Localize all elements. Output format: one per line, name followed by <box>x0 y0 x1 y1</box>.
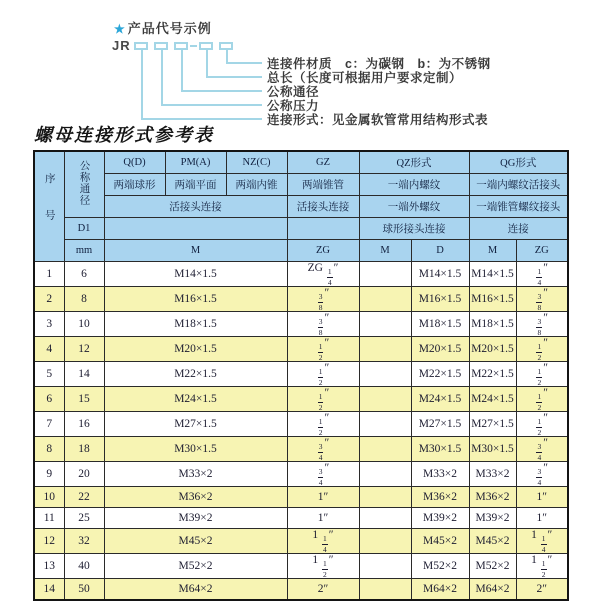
cell-qz-m <box>359 312 411 337</box>
connector-vline <box>141 50 143 118</box>
cell-gz-zg: $\frac{3}{8}$ ″ <box>287 312 359 337</box>
cell-seq: 7 <box>34 412 64 437</box>
header-qz-joint: 球形接头连接 <box>359 218 469 240</box>
cell-qg-zg: $\frac{3}{8}$ ″ <box>516 287 568 312</box>
cell-dn: 12 <box>64 337 104 362</box>
header-qg-unit-m: M <box>469 240 516 262</box>
table-row <box>34 287 568 312</box>
header-blank-m <box>104 218 287 240</box>
cell-gz-zg: 1 $\frac{1}{4}$ ″ <box>287 529 359 554</box>
connector-vline <box>181 50 183 90</box>
cell-dn: 14 <box>64 362 104 387</box>
cell-qg-m: M33×2 <box>469 462 516 487</box>
code-label: 连接件材质 c：为碳钢 b：为不锈钢 <box>267 57 491 71</box>
cell-gz-zg: 1″ <box>287 487 359 508</box>
header-qg-joint: 连接 <box>469 218 568 240</box>
table-row <box>34 412 568 437</box>
cell-qg-zg: $\frac{1}{2}$ ″ <box>516 387 568 412</box>
header-gz-unit: ZG <box>287 240 359 262</box>
code-box-2 <box>154 42 168 50</box>
diagram-title <box>114 18 212 37</box>
cell-m: M52×2 <box>104 554 287 579</box>
cell-dn: 15 <box>64 387 104 412</box>
fraction: $\frac{3}{8}$ <box>537 317 542 337</box>
header-qz-desc1: 一端内螺纹 <box>359 174 469 196</box>
cell-seq: 2 <box>34 287 64 312</box>
cell-seq: 14 <box>34 579 64 601</box>
header-pm-code: PM(A) <box>165 151 226 174</box>
cell-dn: 18 <box>64 437 104 462</box>
header-blank-gz <box>287 218 359 240</box>
cell-qg-m: M64×2 <box>469 579 516 601</box>
table-row <box>34 387 568 412</box>
header-left-joint: 活接头连接 <box>104 196 287 218</box>
fraction: $\frac{1}{4}$ <box>327 267 332 287</box>
cell-gz-zg: $\frac{1}{2}$ ″ <box>287 337 359 362</box>
connector-hline <box>206 76 262 78</box>
table-title: 螺母连接形式参考表 <box>34 125 214 145</box>
fraction: $\frac{1}{2}$ <box>537 367 542 387</box>
connector-vline <box>226 50 228 62</box>
table-row <box>34 262 568 287</box>
cell-dn: 20 <box>64 462 104 487</box>
cell-m: M14×1.5 <box>104 262 287 287</box>
fraction: $\frac{3}{8}$ <box>318 292 323 312</box>
header-gz-desc: 两端锥管 <box>287 174 359 196</box>
fraction: $\frac{3}{4}$ <box>318 442 323 462</box>
header-qg-unit-zg: ZG <box>516 240 568 262</box>
cell-gz-zg: $\frac{3}{4}$ ″ <box>287 437 359 462</box>
cell-qz-d: M27×1.5 <box>411 412 469 437</box>
cell-seq: 12 <box>34 529 64 554</box>
header-dn: 公称通径 <box>64 151 104 218</box>
cell-gz-zg: 2″ <box>287 579 359 601</box>
header-seq: 序号 <box>34 151 64 262</box>
fraction: $\frac{3}{4}$ <box>318 467 323 487</box>
table-row <box>34 579 568 601</box>
cell-m: M30×1.5 <box>104 437 287 462</box>
fraction: $\frac{1}{2}$ <box>537 342 542 362</box>
cell-gz-zg: $\frac{1}{2}$ ″ <box>287 387 359 412</box>
code-label: 公称通径 <box>267 85 320 99</box>
cell-qz-m <box>359 412 411 437</box>
cell-qz-d: M16×1.5 <box>411 287 469 312</box>
header-q-code: Q(D) <box>104 151 165 174</box>
cell-qg-zg: 1 $\frac{1}{4}$ ″ <box>516 529 568 554</box>
header-nz-code: NZ(C) <box>226 151 287 174</box>
cell-m: M18×1.5 <box>104 312 287 337</box>
header-qz-code: QZ形式 <box>359 151 469 174</box>
cell-qg-m: M52×2 <box>469 554 516 579</box>
fraction: $\frac{1}{4}$ <box>541 534 546 554</box>
fraction: $\frac{1}{2}$ <box>318 342 323 362</box>
cell-seq: 11 <box>34 508 64 529</box>
cell-qz-d: M52×2 <box>411 554 469 579</box>
fraction: $\frac{3}{4}$ <box>537 467 542 487</box>
cell-qz-d: M39×2 <box>411 508 469 529</box>
cell-qg-zg: $\frac{1}{2}$ ″ <box>516 412 568 437</box>
cell-dn: 25 <box>64 508 104 529</box>
fraction: $\frac{3}{4}$ <box>537 442 542 462</box>
cell-qz-d: M18×1.5 <box>411 312 469 337</box>
cell-m: M45×2 <box>104 529 287 554</box>
header-qz-unit-m: M <box>359 240 411 262</box>
cell-qz-m <box>359 579 411 601</box>
cell-qg-zg: $\frac{3}{4}$ ″ <box>516 437 568 462</box>
cell-m: M16×1.5 <box>104 287 287 312</box>
fraction: $\frac{1}{2}$ <box>318 417 323 437</box>
cell-dn: 40 <box>64 554 104 579</box>
cell-qz-m <box>359 287 411 312</box>
header-nz-desc: 两端内锥 <box>226 174 287 196</box>
table-row <box>34 337 568 362</box>
table-row <box>34 462 568 487</box>
cell-qg-m: M14×1.5 <box>469 262 516 287</box>
table-body <box>34 262 568 601</box>
nut-connection-table <box>33 150 569 601</box>
cell-seq: 3 <box>34 312 64 337</box>
cell-qg-m: M22×1.5 <box>469 362 516 387</box>
cell-dn: 16 <box>64 412 104 437</box>
header-qz-unit-d: D <box>411 240 469 262</box>
cell-seq: 5 <box>34 362 64 387</box>
header-d1: D1 <box>64 218 104 240</box>
fraction: $\frac{1}{4}$ <box>323 534 327 554</box>
cell-qz-d: M45×2 <box>411 529 469 554</box>
cell-seq: 13 <box>34 554 64 579</box>
cell-qz-m <box>359 387 411 412</box>
cell-m: M33×2 <box>104 462 287 487</box>
cell-qg-m: M36×2 <box>469 487 516 508</box>
cell-qg-m: M20×1.5 <box>469 337 516 362</box>
cell-gz-zg: $\frac{3}{4}$ ″ <box>287 462 359 487</box>
fraction: $\frac{1}{2}$ <box>318 392 323 412</box>
cell-qz-d: M36×2 <box>411 487 469 508</box>
diagram-title-text: 产品代号示例 <box>127 21 212 36</box>
fraction: $\frac{1}{2}$ <box>323 559 327 579</box>
code-box-3 <box>174 42 188 50</box>
cell-qg-m: M39×2 <box>469 508 516 529</box>
cell-m: M36×2 <box>104 487 287 508</box>
table-row <box>34 362 568 387</box>
cell-dn: 22 <box>64 487 104 508</box>
cell-qg-zg: $\frac{1}{4}$ ″ <box>516 262 568 287</box>
cell-qz-m <box>359 487 411 508</box>
cell-seq: 1 <box>34 262 64 287</box>
table-row <box>34 487 568 508</box>
cell-qz-m <box>359 529 411 554</box>
cell-qg-zg: 2″ <box>516 579 568 601</box>
fraction: $\frac{3}{8}$ <box>318 317 323 337</box>
cell-qg-zg: 1 $\frac{1}{2}$ ″ <box>516 554 568 579</box>
cell-gz-zg: $\frac{1}{2}$ ″ <box>287 412 359 437</box>
cell-qg-m: M16×1.5 <box>469 287 516 312</box>
cell-qg-m: M27×1.5 <box>469 412 516 437</box>
fraction: $\frac{1}{4}$ <box>537 267 542 287</box>
cell-qg-zg: $\frac{3}{8}$ ″ <box>516 312 568 337</box>
cell-dn: 6 <box>64 262 104 287</box>
table-row <box>34 554 568 579</box>
cell-qz-m <box>359 508 411 529</box>
cell-qz-d: M24×1.5 <box>411 387 469 412</box>
header-qz-desc2: 一端外螺纹 <box>359 196 469 218</box>
cell-seq: 8 <box>34 437 64 462</box>
cell-qz-m <box>359 437 411 462</box>
fraction: $\frac{1}{2}$ <box>318 367 323 387</box>
header-left-unit: M <box>104 240 287 262</box>
cell-gz-zg: ZG $\frac{1}{4}$ ″ <box>287 262 359 287</box>
cell-m: M64×2 <box>104 579 287 601</box>
cell-seq: 6 <box>34 387 64 412</box>
code-label: 公称压力 <box>267 99 320 113</box>
cell-qg-zg: $\frac{1}{2}$ ″ <box>516 362 568 387</box>
code-prefix: JR <box>112 38 131 53</box>
cell-dn: 32 <box>64 529 104 554</box>
cell-qz-d: M14×1.5 <box>411 262 469 287</box>
connector-vline <box>206 50 208 76</box>
connector-vline <box>161 50 163 104</box>
fraction: $\frac{3}{8}$ <box>537 292 542 312</box>
cell-qz-m <box>359 337 411 362</box>
fraction: $\frac{1}{2}$ <box>537 417 542 437</box>
connector-hline <box>161 104 262 106</box>
table-row <box>34 437 568 462</box>
fraction: $\frac{1}{2}$ <box>537 392 542 412</box>
table-row <box>34 529 568 554</box>
cell-qz-d: M30×1.5 <box>411 437 469 462</box>
fraction: $\frac{1}{2}$ <box>541 559 546 579</box>
header-gz-code: GZ <box>287 151 359 174</box>
cell-qz-d: M20×1.5 <box>411 337 469 362</box>
cell-qg-zg: 1″ <box>516 487 568 508</box>
star-icon: ★ <box>114 22 126 36</box>
cell-qg-zg: 1″ <box>516 508 568 529</box>
header-pm-desc: 两端平面 <box>165 174 226 196</box>
connector-hline <box>141 118 262 120</box>
cell-qz-m <box>359 554 411 579</box>
cell-m: M24×1.5 <box>104 387 287 412</box>
cell-gz-zg: 1″ <box>287 508 359 529</box>
cell-qg-zg: $\frac{1}{2}$ ″ <box>516 337 568 362</box>
table-row <box>34 508 568 529</box>
cell-m: M27×1.5 <box>104 412 287 437</box>
table-row <box>34 312 568 337</box>
header-qg-desc2: 一端锥管螺纹接头 <box>469 196 568 218</box>
header-qg-code: QG形式 <box>469 151 568 174</box>
cell-qg-m: M24×1.5 <box>469 387 516 412</box>
cell-m: M22×1.5 <box>104 362 287 387</box>
header-qg-desc1: 一端内螺纹活接头 <box>469 174 568 196</box>
cell-dn: 10 <box>64 312 104 337</box>
code-box-4 <box>199 42 213 50</box>
cell-seq: 9 <box>34 462 64 487</box>
header-mm: mm <box>64 240 104 262</box>
cell-qg-zg: $\frac{3}{4}$ ″ <box>516 462 568 487</box>
cell-qg-m: M18×1.5 <box>469 312 516 337</box>
code-box-1 <box>134 42 148 50</box>
cell-gz-zg: 1 $\frac{1}{2}$ ″ <box>287 554 359 579</box>
cell-seq: 10 <box>34 487 64 508</box>
cell-seq: 4 <box>34 337 64 362</box>
cell-dn: 50 <box>64 579 104 601</box>
table-header <box>34 151 568 262</box>
code-label: 总长（长度可根据用户要求定制） <box>267 71 463 85</box>
cell-qz-d: M64×2 <box>411 579 469 601</box>
cell-qz-d: M33×2 <box>411 462 469 487</box>
header-q-desc: 两端球形 <box>104 174 165 196</box>
cell-gz-zg: $\frac{3}{8}$ ″ <box>287 287 359 312</box>
cell-qg-m: M45×2 <box>469 529 516 554</box>
cell-qz-m <box>359 462 411 487</box>
cell-qz-m <box>359 362 411 387</box>
header-gz-joint: 活接头连接 <box>287 196 359 218</box>
cell-qz-d: M22×1.5 <box>411 362 469 387</box>
connector-hline <box>226 62 262 64</box>
code-label: 连接形式：见金属软管常用结构形式表 <box>267 113 489 127</box>
cell-qz-m <box>359 262 411 287</box>
cell-m: M20×1.5 <box>104 337 287 362</box>
cell-m: M39×2 <box>104 508 287 529</box>
connector-hline <box>181 90 262 92</box>
code-box-5 <box>219 42 233 50</box>
cell-gz-zg: $\frac{1}{2}$ ″ <box>287 362 359 387</box>
cell-qg-m: M30×1.5 <box>469 437 516 462</box>
code-dash <box>190 45 197 47</box>
cell-dn: 8 <box>64 287 104 312</box>
